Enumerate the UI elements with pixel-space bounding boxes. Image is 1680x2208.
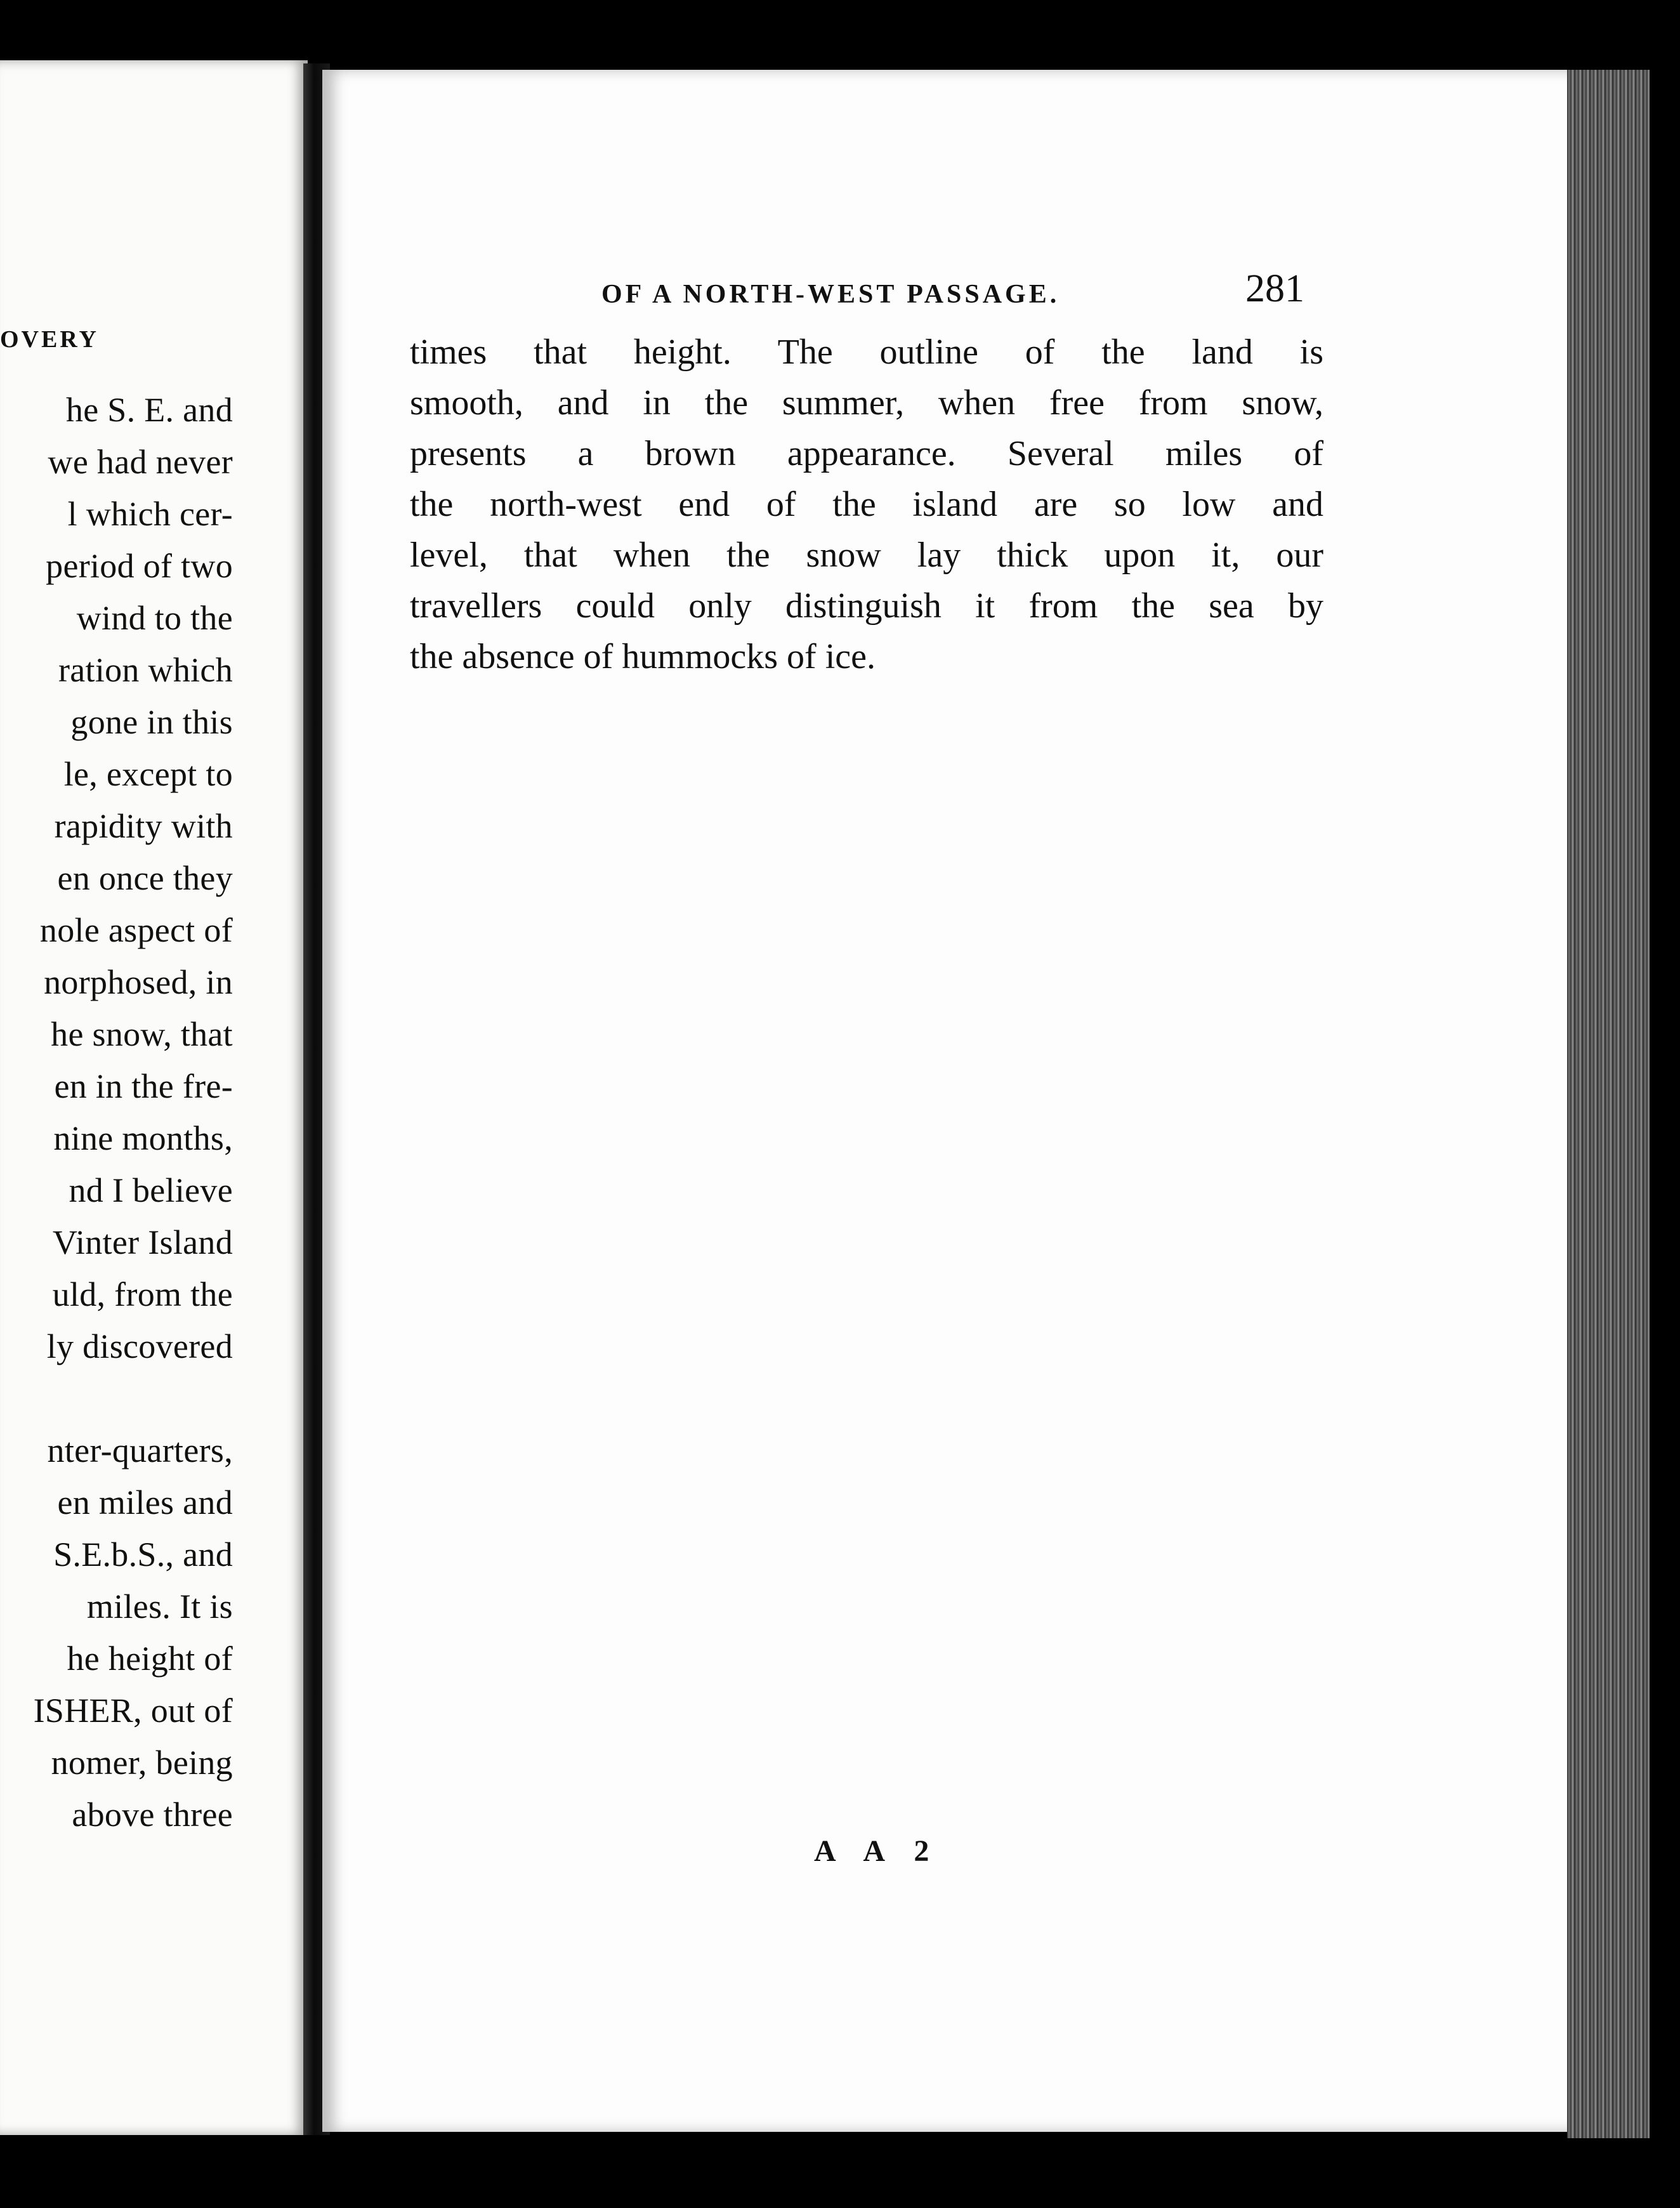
right-page	[322, 70, 1572, 2132]
body-text	[410, 327, 1323, 682]
left-line: le, except to	[63, 755, 233, 793]
left-line: nter-quarters,	[47, 1431, 233, 1469]
text-line: presents a brown appearance. Several miles of	[410, 434, 1323, 473]
text-line: the north-west end of the island are so low and	[410, 485, 1323, 524]
signature-mark: A A 2	[814, 1834, 941, 1868]
left-line: ISHER, out of	[33, 1692, 233, 1730]
left-page	[0, 60, 308, 2135]
left-line: nole aspect of	[39, 911, 233, 949]
left-line: he S. E. and	[65, 391, 233, 429]
left-line: en in the fre-	[54, 1067, 233, 1105]
left-line: he snow, that	[51, 1015, 233, 1053]
page-edges	[1567, 70, 1650, 2138]
left-line: uld, from the	[52, 1275, 233, 1313]
left-line: wind to the	[76, 599, 233, 637]
left-line: en once they	[57, 859, 233, 897]
left-line: en miles and	[57, 1483, 233, 1521]
left-page-text	[0, 384, 233, 1841]
text-line: smooth, and in the summer, when free from snow,	[410, 383, 1323, 423]
left-line: l which cer-	[67, 495, 233, 533]
left-line: nomer, being	[51, 1744, 233, 1782]
book-spine	[1650, 0, 1680, 2208]
text-line: travellers could only distinguish it from the sea by	[410, 586, 1323, 626]
running-head: OF A NORTH-WEST PASSAGE.	[601, 280, 1060, 309]
left-line: gone in this	[70, 703, 233, 741]
left-line: above three	[72, 1796, 233, 1834]
left-line: Vinter Island	[52, 1223, 233, 1261]
text-line: times that height. The outline of the land is	[410, 332, 1323, 372]
left-line: miles. It is	[86, 1587, 233, 1626]
left-line: norphosed, in	[44, 963, 233, 1001]
left-line: nd I believe	[69, 1171, 233, 1209]
left-line: he height of	[67, 1640, 233, 1678]
left-line: ly discovered	[46, 1327, 233, 1365]
page-number: 281	[1245, 267, 1304, 310]
left-line: period of two	[46, 547, 233, 585]
left-running-head: OVERY	[0, 326, 99, 353]
text-line: level, that when the snow lay thick upon it, our	[410, 536, 1323, 575]
left-line: we had never	[48, 443, 233, 481]
left-line	[0, 1372, 233, 1424]
left-line: ration which	[58, 651, 233, 689]
left-line: nine months,	[53, 1119, 233, 1157]
left-line: S.E.b.S., and	[53, 1535, 233, 1574]
text-line: the absence of hummocks of ice.	[410, 637, 876, 676]
left-line: rapidity with	[54, 807, 233, 845]
